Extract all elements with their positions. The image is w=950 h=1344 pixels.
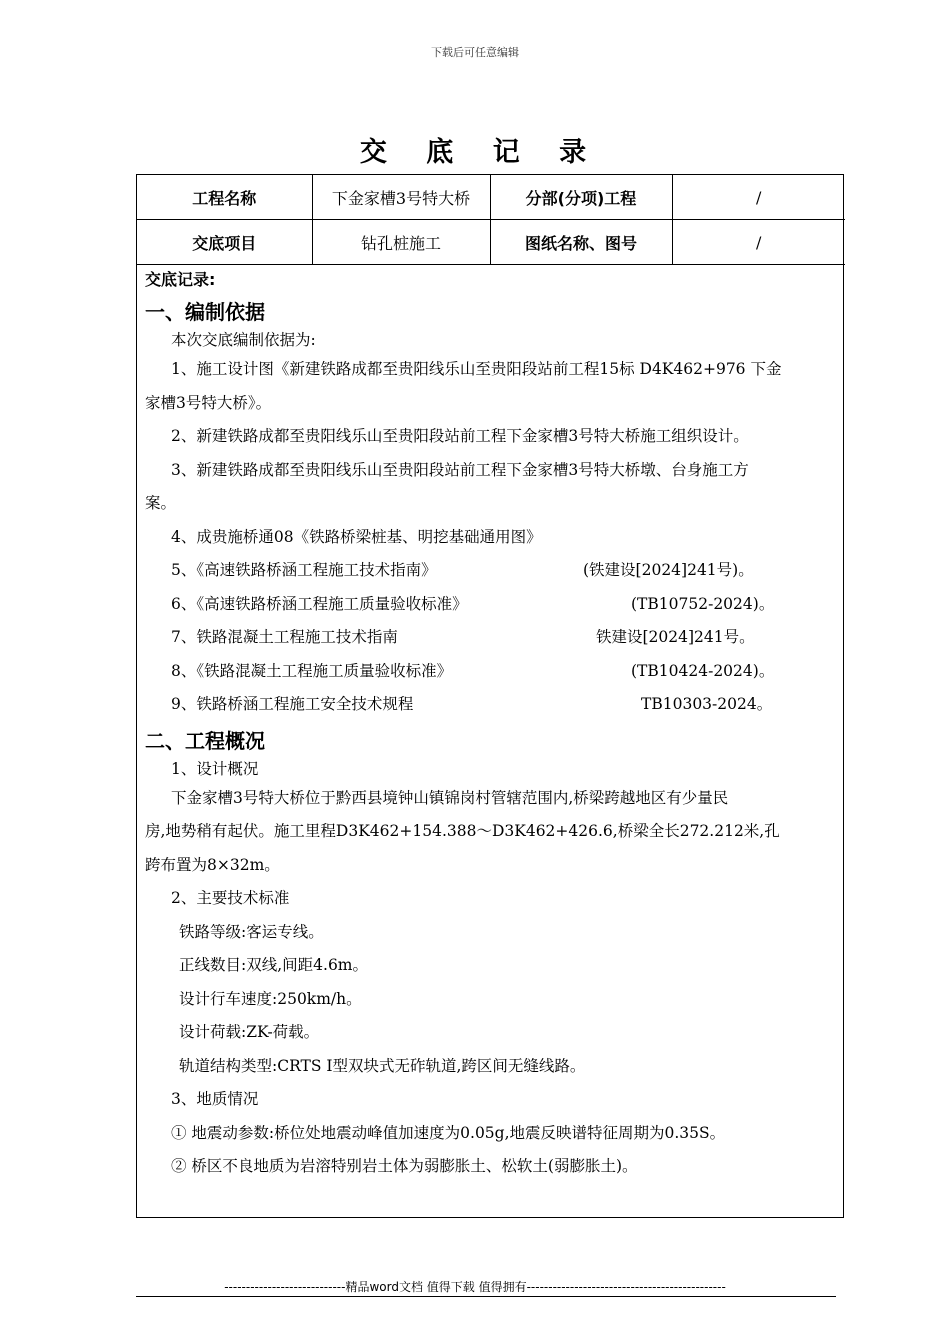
record-frame [136, 174, 844, 1218]
title-char: 交 [359, 137, 391, 168]
basis-item: 2、新建铁路成都至贵阳线乐山至贵阳段站前工程下金家槽3号特大桥施工组织设计。 [171, 427, 749, 445]
header-note: 下载后可任意编辑 [431, 46, 519, 59]
record-body [137, 265, 843, 1184]
standard-item: 轨道结构类型:CRTS Ⅰ型双块式无砟轨道,跨区间无缝线路。 [179, 1056, 586, 1075]
footer-divider [136, 1296, 836, 1297]
record-label: 交底记录: [145, 270, 216, 289]
title-char: 底 [426, 137, 458, 168]
subsection-heading: 1、设计概况 [171, 759, 259, 778]
basis-item-ref: 铁建设[2024]241号。 [596, 628, 755, 646]
section-intro: 本次交底编制依据为: [171, 331, 316, 349]
title-char: 记 [492, 137, 524, 168]
section-heading: 一、编制依据 [145, 300, 265, 324]
drawing-label: 图纸名称、图号 [490, 220, 672, 265]
geology-item: ① 地震动参数:桥位处地震动峰值加速度为0.05g,地震反映谱特征周期为0.35S。 [171, 1123, 726, 1142]
footer-text: ----------------------------精品word文档 值得下载 值得拥有---------------------------------------------- [224, 1280, 726, 1294]
basis-item: 3、新建铁路成都至贵阳线乐山至贵阳段站前工程下金家槽3号特大桥墩、台身施工方 [171, 460, 749, 479]
basis-item [145, 688, 835, 722]
subsection-heading: 2、主要技术标准 [171, 889, 290, 907]
basis-item-ref: (TB10424-2024)。 [631, 661, 775, 680]
geology-item: ② 桥区不良地质为岩溶特别岩土体为弱膨胀土、松软土(弱膨胀土)。 [171, 1157, 638, 1175]
basis-item: 1、施工设计图《新建铁路成都至贵阳线乐山至贵阳段站前工程15标 D4K462+976 下金 [171, 360, 782, 378]
basis-item-title: 7、铁路混凝土工程施工技术指南 [171, 628, 398, 646]
disclosure-item-value: 钻孔桩施工 [312, 220, 490, 265]
basis-item-cont: 家槽3号特大桥》。 [145, 393, 272, 412]
drawing-value: / [672, 220, 845, 265]
project-name-value: 下金家槽3号特大桥 [312, 175, 490, 220]
basis-item-cont: 案。 [145, 494, 177, 512]
project-name-label: 工程名称 [137, 175, 312, 220]
title-char: 录 [559, 137, 591, 168]
basis-item-ref: (铁建设[2024]241号)。 [583, 561, 754, 579]
basis-item [145, 554, 835, 588]
overview-line: 房,地势稍有起伏。施工里程D3K462+154.388～D3K462+426.6,桥梁全长272.212米,孔 [145, 822, 780, 840]
subproject-value: / [672, 175, 845, 220]
document-title [0, 130, 950, 169]
disclosure-item-label: 交底项目 [137, 220, 312, 265]
subproject-label: 分部(分项)工程 [490, 175, 672, 220]
basis-item: 4、成贵施桥通08《铁路桥梁桩基、明挖基础通用图》 [171, 527, 542, 546]
basis-item-ref: (TB10752-2024)。 [631, 594, 775, 613]
basis-item-title: 6、《高速铁路桥涵工程施工质量验收标准》 [171, 594, 468, 613]
standard-item: 设计行车速度:250km/h。 [179, 989, 362, 1008]
overview-line: 跨布置为8×32m。 [145, 855, 280, 874]
basis-item [145, 621, 835, 655]
basis-item [145, 588, 835, 622]
basis-item-title: 9、铁路桥涵工程施工安全技术规程 [171, 695, 414, 713]
info-row [137, 220, 845, 265]
standard-item: 铁路等级:客运专线。 [179, 922, 324, 941]
basis-item-title: 5、《高速铁路桥涵工程施工技术指南》 [171, 561, 437, 579]
section-heading: 二、工程概况 [145, 728, 265, 753]
info-row [137, 175, 845, 220]
standard-item: 正线数目:双线,间距4.6m。 [179, 956, 368, 974]
basis-item [145, 655, 835, 689]
subsection-heading: 3、地质情况 [171, 1090, 259, 1108]
overview-line: 下金家槽3号特大桥位于黔西县境钟山镇锦岗村管辖范围内,桥梁跨越地区有少量民 [171, 788, 729, 807]
basis-item-title: 8、《铁路混凝土工程施工质量验收标准》 [171, 661, 453, 680]
info-table [137, 175, 845, 265]
basis-item-ref: TB10303-2024。 [641, 695, 773, 713]
standard-item: 设计荷载:ZK-荷载。 [179, 1023, 320, 1041]
